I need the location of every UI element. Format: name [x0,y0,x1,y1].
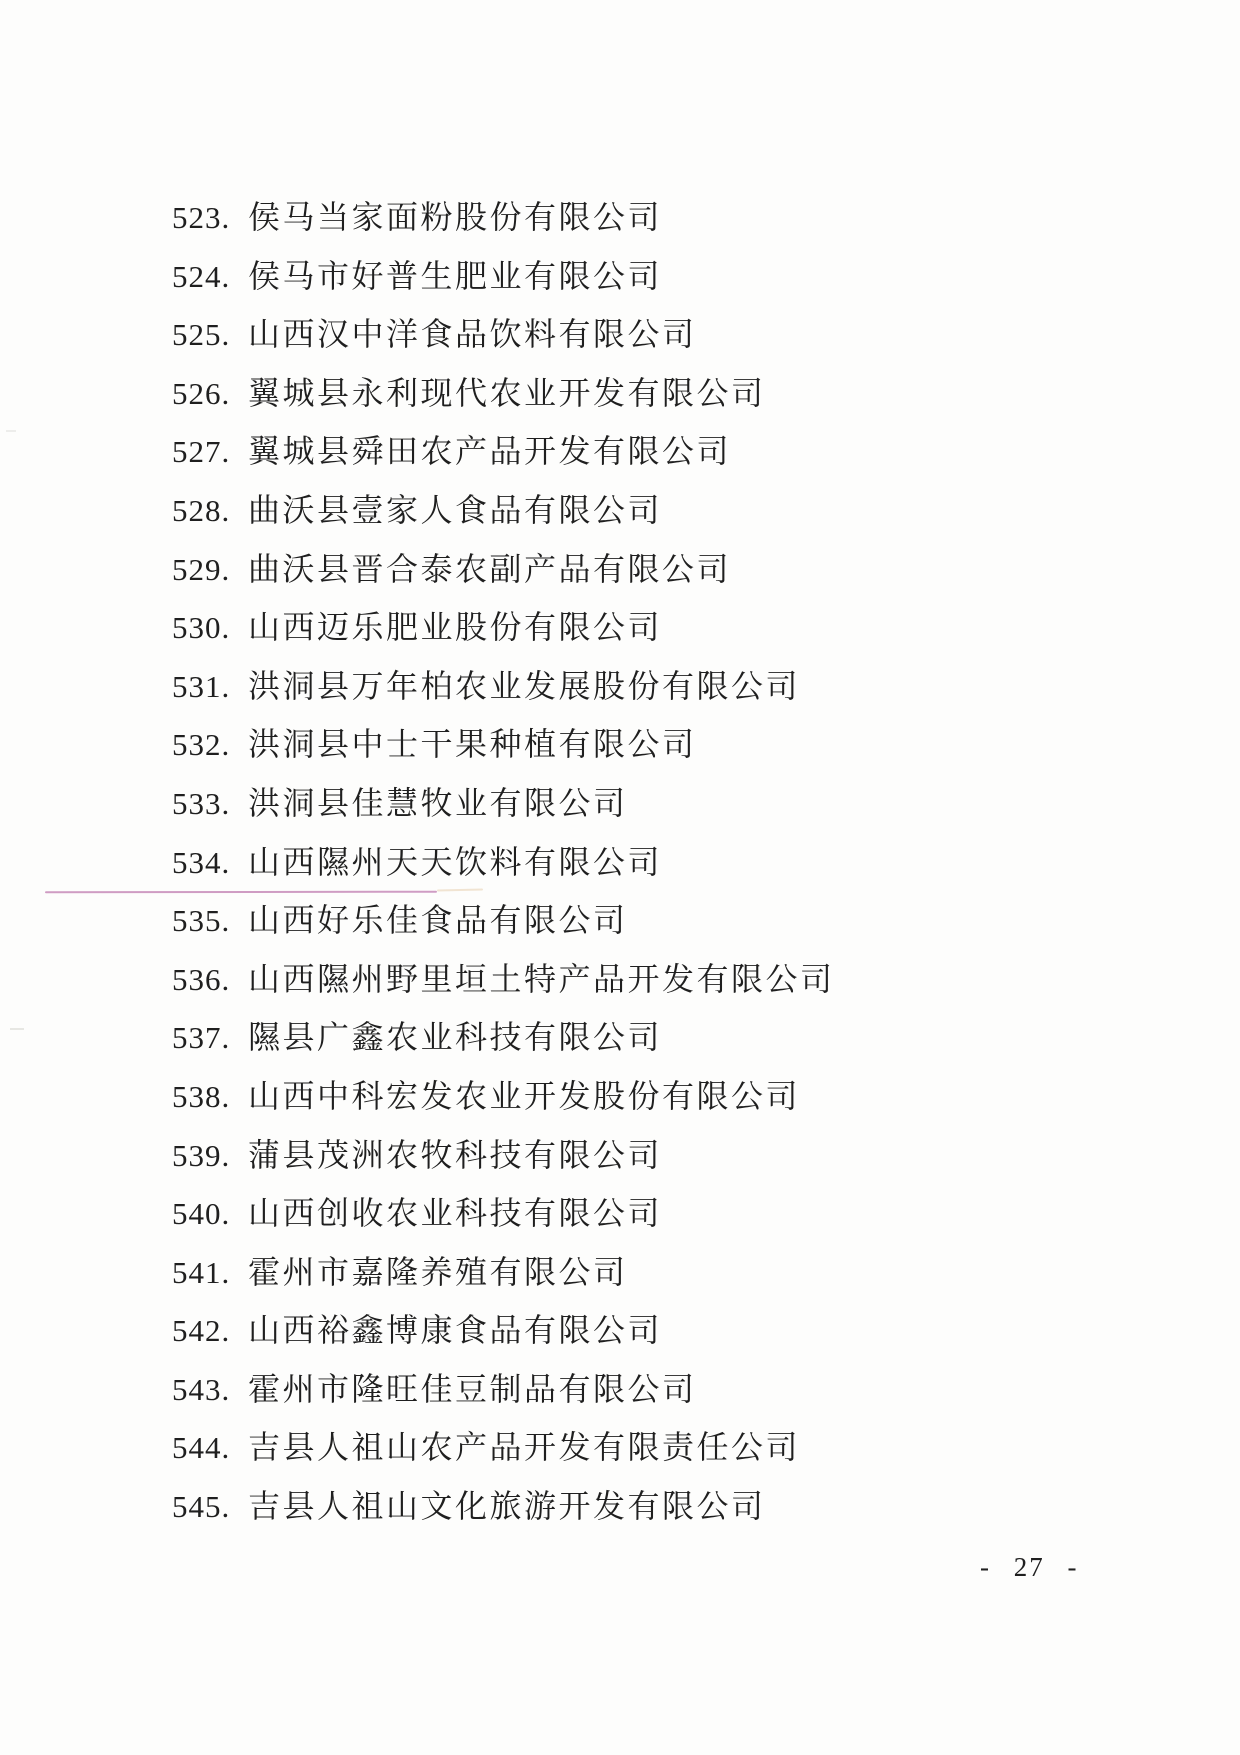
item-number: 535. [172,903,231,939]
list-item [172,657,835,716]
item-number: 526. [172,375,231,411]
list-item [172,1477,835,1536]
item-name: 曲沃县壹家人食品有限公司 [248,491,663,528]
item-number: 539. [172,1137,231,1173]
item-number: 540. [172,1196,231,1232]
item-name: 洪洞县中士干果种植有限公司 [248,726,697,763]
item-name: 山西裕鑫博康食品有限公司 [248,1312,663,1349]
list-item [172,481,835,540]
list-item [172,1067,835,1126]
item-number: 531. [172,668,231,704]
list-item [172,422,835,481]
list-item [172,715,835,774]
list-item [172,1008,835,1067]
list-item [172,1360,835,1419]
item-name: 侯马市好普生肥业有限公司 [248,257,663,294]
list-item [172,540,835,599]
item-number: 534. [172,844,231,880]
page-number: - 27 - [980,1552,1079,1582]
item-number: 537. [172,1020,231,1056]
item-name: 山西隰州野里垣土特产品开发有限公司 [248,960,835,997]
list-item [172,1418,835,1477]
item-name: 翼城县舜田农产品开发有限公司 [248,433,732,470]
item-number: 542. [172,1313,231,1349]
list-item [172,950,835,1009]
item-name: 山西好乐佳食品有限公司 [248,902,628,939]
item-number: 527. [172,434,231,470]
item-number: 533. [172,785,231,821]
scan-artifact [6,430,16,432]
item-name: 吉县人祖山文化旅游开发有限公司 [248,1488,766,1525]
item-name: 曲沃县晋合泰农副产品有限公司 [248,550,732,587]
item-number: 528. [172,492,231,528]
list-item [172,1184,835,1243]
item-number: 524. [172,258,231,294]
item-name: 山西隰州天天饮料有限公司 [248,843,663,880]
item-name: 翼城县永利现代农业开发有限公司 [248,374,766,411]
item-name: 山西创收农业科技有限公司 [248,1195,663,1232]
list-item [172,1301,835,1360]
item-number: 536. [172,961,231,997]
item-name: 隰县广鑫农业科技有限公司 [248,1019,663,1056]
list-item [172,891,835,950]
item-name: 洪洞县佳慧牧业有限公司 [248,784,628,821]
item-name: 山西汉中洋食品饮料有限公司 [248,316,697,353]
item-number: 544. [172,1430,231,1466]
item-name: 侯马当家面粉股份有限公司 [248,199,663,235]
item-number: 545. [172,1489,231,1525]
list-item [172,1126,835,1185]
item-number: 538. [172,1078,231,1114]
list-item [172,247,835,306]
item-name: 洪洞县万年柏农业发展股份有限公司 [248,667,801,704]
item-number: 529. [172,551,231,587]
item-number: 530. [172,610,231,646]
list-item [172,188,835,247]
item-name: 山西中科宏发农业开发股份有限公司 [248,1077,801,1114]
item-number: 532. [172,727,231,763]
item-number: 525. [172,317,231,353]
item-number: 543. [172,1371,231,1407]
item-name: 山西迈乐肥业股份有限公司 [248,609,663,646]
list-item [172,364,835,423]
list-item [172,833,835,892]
company-list [172,188,835,1536]
list-item [172,774,835,833]
item-number: 541. [172,1254,231,1290]
list-item [172,1243,835,1302]
list-item [172,598,835,657]
list-item [172,305,835,364]
item-name: 吉县人祖山农产品开发有限责任公司 [248,1429,801,1466]
item-name: 蒲县茂洲农牧科技有限公司 [248,1136,663,1173]
item-number: 523. [172,200,231,235]
scan-artifact [10,1028,24,1030]
item-name: 霍州市隆旺佳豆制品有限公司 [248,1370,697,1407]
item-name: 霍州市嘉隆养殖有限公司 [248,1253,628,1290]
